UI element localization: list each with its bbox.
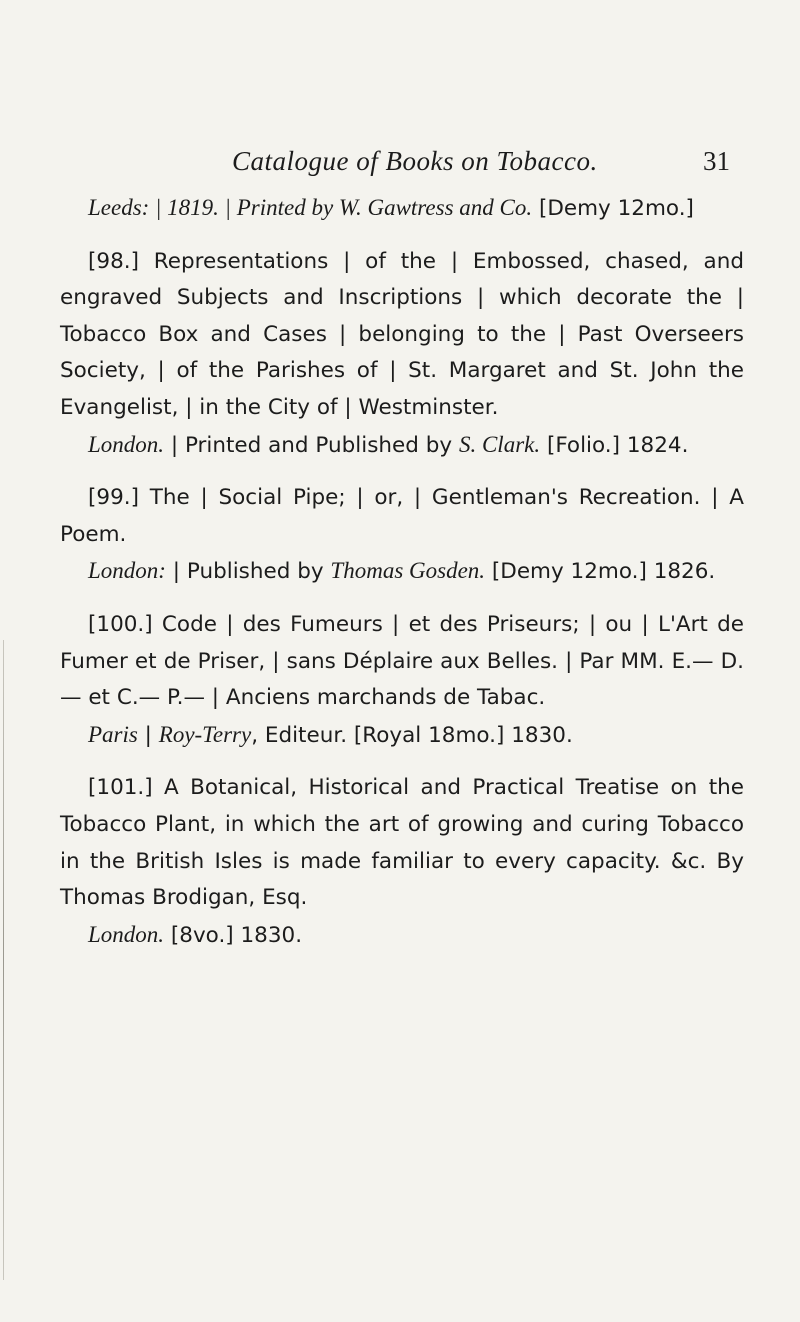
imprint-text: |	[137, 722, 159, 748]
imprint-text: | Printed and Published by	[164, 432, 459, 458]
page-number: 31	[703, 146, 730, 176]
entry-100-imprint	[60, 717, 744, 755]
running-head	[0, 146, 800, 186]
imprint-place: London.	[88, 921, 165, 947]
entry-98-title: [98.] Representations | of the | Embossed, chased, and engraved Subjects and Inscriptions | which decorate the | Tobacco Box and Cases | belonging to the | Past Overseers Society, | of the Parishes of | St. Margaret and St. John the Evangelist, | in the City of | Westminster.	[60, 248, 744, 420]
format-note: [Demy 12mo.]	[532, 196, 694, 221]
publisher-name: Thomas Gosden.	[330, 558, 486, 584]
entry-101	[60, 770, 744, 954]
publisher-name: S. Clark.	[458, 431, 541, 457]
entry-98-imprint	[60, 427, 744, 465]
entry-98	[60, 244, 744, 465]
entry-101-title: [101.] A Botanical, Historical and Practical Treatise on the Tobacco Plant, in which the art of growing and curing Tobacco in the British Isles is made familiar to every capacity. &c. By Thomas Brodigan, Esq.	[60, 775, 744, 911]
entry-100-title: [100.] Code | des Fumeurs | et des Priseurs; | ou | L'Art de Fumer et de Priser, | sans Déplaire aux Belles. | Par MM. E.— D.— et C.— P.— | Anciens marchands de Tabac.	[60, 611, 744, 711]
imprint-place: London:	[88, 558, 166, 584]
entry-101-imprint	[60, 917, 744, 955]
format-note: [8vo.] 1830.	[164, 922, 303, 948]
entry-99-imprint	[60, 553, 744, 591]
format-note: [Folio.] 1824.	[540, 432, 689, 458]
entry-97-imprint	[60, 190, 744, 228]
entry-99-title: [99.] The | Social Pipe; | or, | Gentleman's Recreation. | A Poem.	[60, 485, 744, 547]
imprint-place: Paris	[88, 721, 138, 747]
imprint-text: | Published by	[165, 559, 331, 585]
page-edge-shadow	[3, 640, 4, 1280]
imprint-place: Leeds: | 1819. | Printed by	[88, 195, 339, 220]
publisher-name: Roy-Terry	[158, 721, 252, 747]
running-title: Catalogue of Books on Tobacco.	[232, 146, 598, 176]
printer-name: W. Gawtress and Co.	[338, 195, 533, 220]
catalogue-text	[60, 190, 744, 970]
format-note: , Editeur. [Royal 18mo.] 1830.	[251, 722, 573, 748]
entry-100	[60, 607, 744, 754]
entry-99	[60, 480, 744, 591]
imprint-place: London.	[88, 431, 165, 457]
format-note: [Demy 12mo.] 1826.	[485, 559, 716, 585]
